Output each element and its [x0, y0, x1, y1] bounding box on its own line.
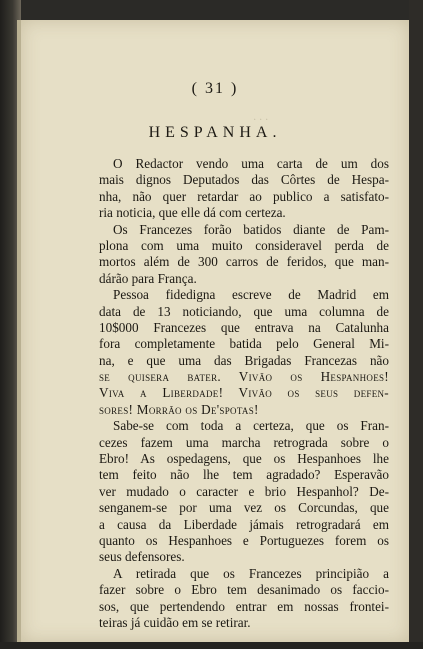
text-line: ver mudado o caracter e brio Hespanhol? De-	[99, 483, 389, 499]
text-line: dárão para França.	[99, 270, 197, 286]
text-line: quanto os Hespanhoes e Portuguezes forem os	[99, 532, 389, 548]
page-number: ( 31 )	[191, 80, 239, 97]
text-line: fazer sobre o Ebro tem desanimado os faccio-	[99, 582, 389, 598]
text-line: se quisera bater. Vivão os Hespanhoes!	[99, 369, 389, 385]
book-page	[21, 20, 409, 642]
text-line: A retirada que os Francezes principião a	[113, 565, 389, 581]
article-body	[99, 156, 389, 631]
text-line: Pessoa fidedigna escreve de Madrid em	[113, 287, 389, 303]
text-line: teiras já cuidão em se retirar.	[99, 614, 251, 630]
text-line: fora completamente batida pelo General Mi-	[99, 336, 389, 352]
text-line: a causa da Liberdade jámais retrogradará em	[99, 516, 389, 532]
text-line: seus defensores.	[99, 549, 185, 565]
text-line: na, e que uma das Brigadas Francezas não	[99, 352, 389, 368]
text-line: mais dignos Deputados das Côrtes de Hespa-	[99, 172, 389, 188]
text-line: sos, que pertendendo entrar em nossas frontei-	[99, 598, 389, 614]
text-line: nha, não quer retardar ao publico a satisfato-	[99, 188, 389, 204]
text-line: senganem-se por uma vez os Corcundas, que	[99, 500, 389, 516]
scan-background-bottom	[0, 642, 423, 649]
text-line: Viva a Liberdade! Vivão os seus defen-	[99, 385, 389, 401]
text-line: Os Francezes forão batidos diante de Pam-	[113, 221, 389, 237]
section-heading: HESPANHA.	[148, 124, 282, 141]
text-line: data de 13 noticiando, que uma columna de	[99, 303, 389, 319]
show-through-mark: · · ·	[253, 112, 268, 126]
book-spine-edge	[0, 0, 21, 649]
text-line: Ebro! As ospedagens, que os Hespanhoes lhe	[99, 451, 389, 467]
text-line: ria noticia, que elle dá com certeza.	[99, 205, 286, 221]
text-line: 10$000 Francezes que entrava na Catalunha	[99, 319, 389, 335]
text-line: tem feito não lhe tem agradado? Esperavão	[99, 467, 389, 483]
text-line: plona com uma muito consideravel perda de	[99, 237, 389, 253]
text-line: mortos além de 300 carros de feridos, que man-	[99, 254, 389, 270]
text-line: O Redactor vendo uma carta de um dos	[113, 156, 389, 171]
text-line: sores! Morrão os De'spotas!	[99, 401, 259, 417]
scan-background-right	[409, 0, 423, 649]
text-line: cezes fazem uma marcha retrograda sobre o	[99, 434, 389, 450]
text-line: Sabe-se com toda a certeza, que os Fran-	[113, 418, 389, 434]
